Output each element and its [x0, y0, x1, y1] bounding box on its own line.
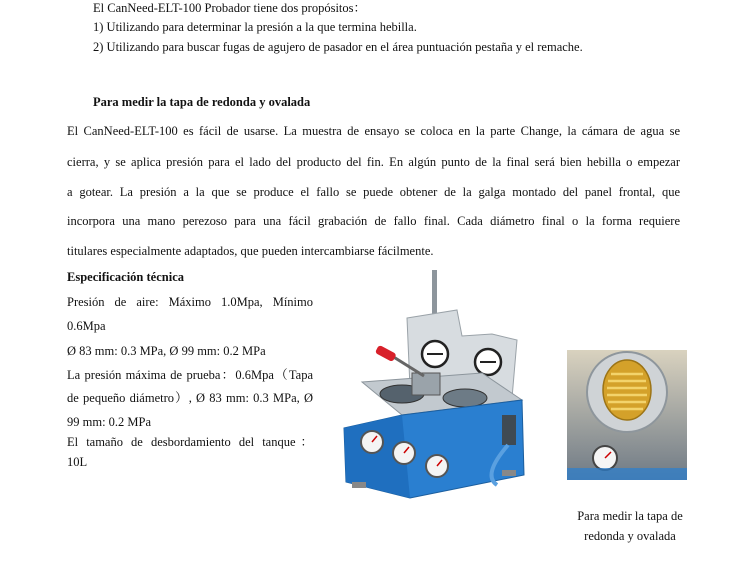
spec-tank-2: 10L [67, 455, 88, 469]
paragraph-line-1: El CanNeed-ELT-100 es fácil de usarse. La muestra de ensayo se coloca en la parte Change, la cámara de agua se [67, 124, 680, 138]
spec-test-1: La presión máxima de prueba：0.6Mpa（Tapa [67, 368, 313, 382]
spec-test-3: 99 mm: 0.2 MPa [67, 415, 152, 429]
intro-line-1: El CanNeed-ELT-100 Probador tiene dos propósitos： [93, 1, 366, 15]
intro-line-3: 2) Utilizando para buscar fugas de agujero de pasador en el área puntuación pestaña y el remache. [93, 40, 583, 54]
chamber-right [443, 389, 487, 407]
side-valve [502, 415, 516, 445]
clamp-block [412, 373, 440, 395]
lid-sample-photo [567, 350, 687, 480]
tester-machine-photo [332, 270, 532, 515]
paragraph-line-3: a gotear. La presión a la que se produce el fallo se puede obtener de la galga montado del panel frontal, que [67, 185, 680, 199]
caption-line-1: Para medir la tapa de [577, 509, 683, 523]
paragraph-line-4: incorpora una mano perezoso para una fácil grabación de fallo final. Cada diámetro final o la forma requiere [67, 214, 680, 228]
section-title: Para medir la tapa de redonda y ovalada [93, 95, 311, 109]
spec-air-1: Presión de aire: Máximo 1.0Mpa, Mínimo [67, 295, 313, 309]
caption-line-2: redonda y ovalada [584, 529, 676, 543]
paragraph-line-5: titulares especialmente adaptados, que pueden intercambiarse fácilmente. [67, 244, 434, 258]
spec-air-2: 0.6Mpa [67, 319, 106, 333]
specs-title: Especificación técnica [67, 270, 184, 284]
paragraph-line-2: cierra, y se aplica presión para el lado del producto del fin. En algún punto de la final será bien hebilla o empezar [67, 155, 680, 169]
red-handle [375, 345, 397, 362]
oval-lid [603, 360, 651, 420]
intro-line-2: 1) Utilizando para determinar la presión a la que termina hebilla. [93, 20, 417, 34]
spec-diameter: Ø 83 mm: 0.3 MPa, Ø 99 mm: 0.2 MPa [67, 344, 266, 358]
spec-tank-1: El tamaño de desbordamiento del tanque： [67, 435, 313, 449]
spec-test-2: de pequeño diámetro）, Ø 83 mm: 0.3 MPa, Ø [67, 391, 313, 405]
